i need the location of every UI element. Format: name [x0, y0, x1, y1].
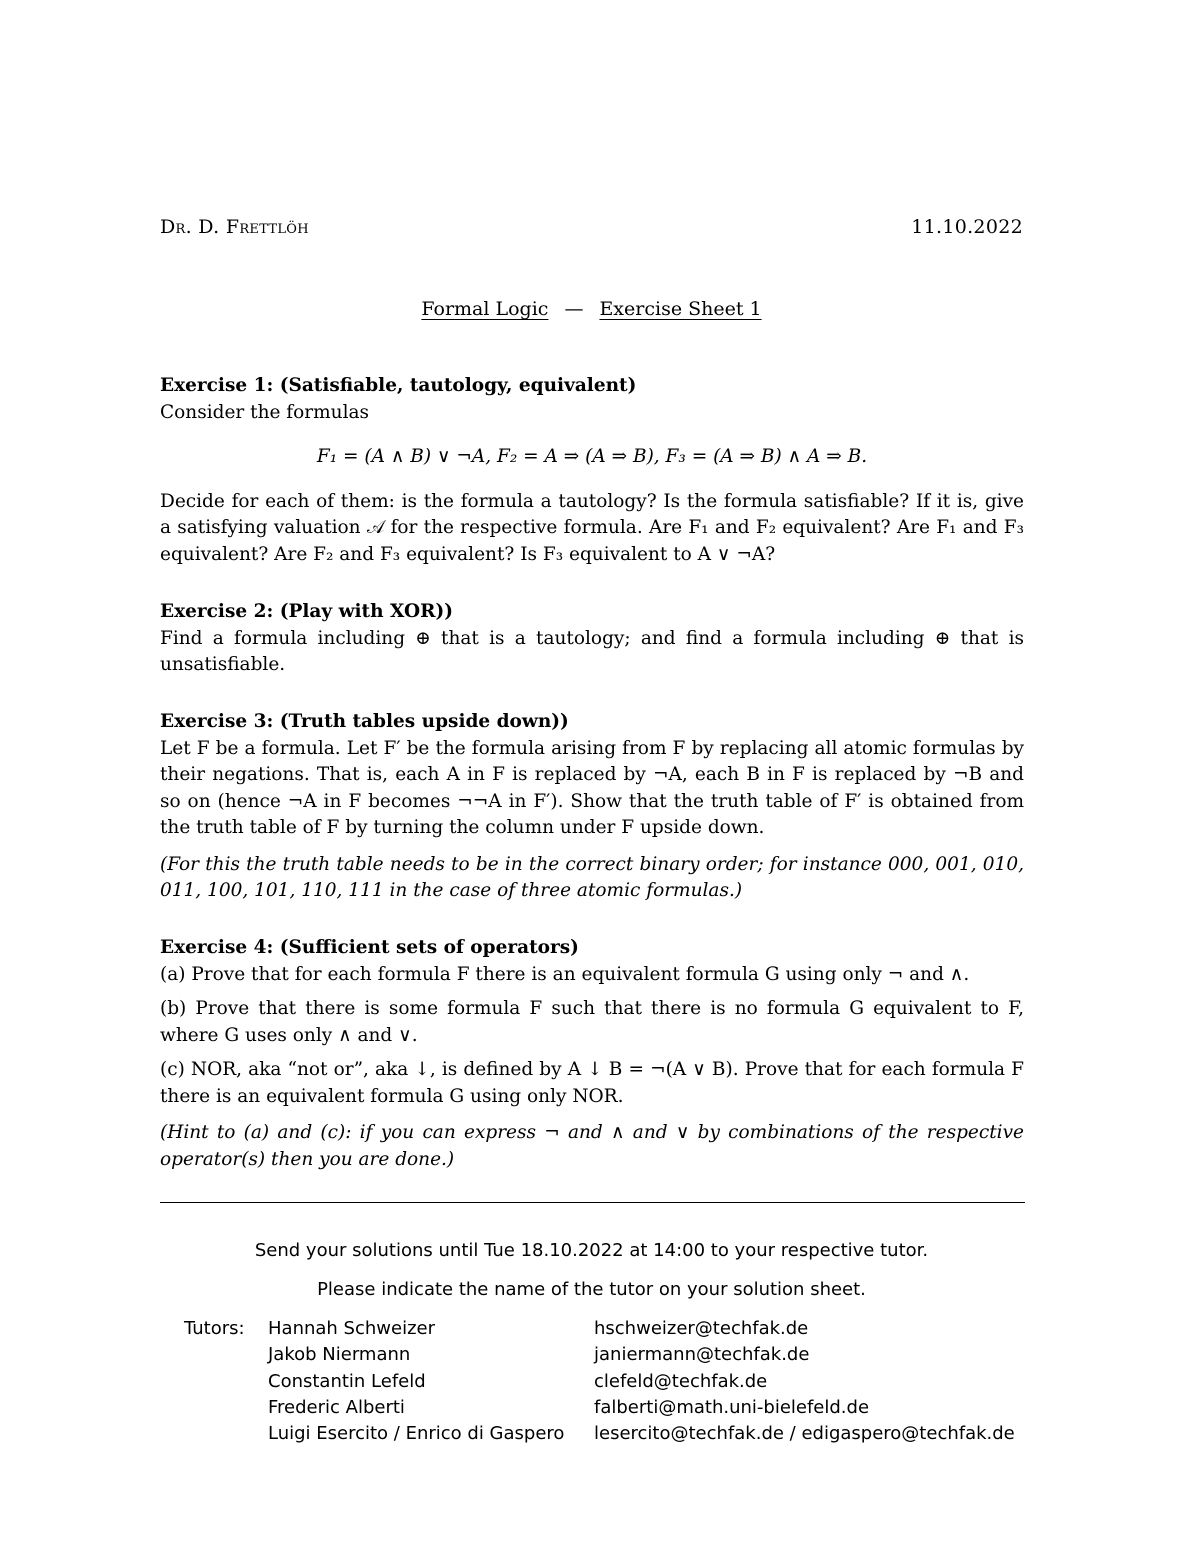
exercise-4-part-c: (c) NOR, aka “not or”, aka ↓, is defined by A ↓ B = ¬(A ∨ B). Prove that for each formula F there is an equivalent formula G using only NOR. — [160, 1059, 1024, 1107]
tutor-email: hschweizer@techfak.de — [594, 1318, 809, 1339]
sheet-title — [0, 298, 1183, 320]
tutor-name: Jakob Niermann — [268, 1344, 411, 1366]
exercise-1-heading: Exercise 1: (Satisfiable, tautology, equivalent) — [160, 375, 637, 396]
exercise-2 — [160, 599, 1024, 679]
tutor-email: lesercito@techfak.de / edigaspero@techfak.de — [594, 1423, 1015, 1445]
title-course: Formal Logic — [421, 298, 549, 320]
exercise-1 — [160, 373, 1024, 568]
tutor-name: Hannah Schweizer — [268, 1318, 435, 1339]
tutor-name: Frederic Alberti — [268, 1396, 405, 1418]
tutor-row — [184, 1421, 1015, 1447]
exercise-4 — [160, 935, 1024, 1173]
tutor-email: clefeld@techfak.de — [594, 1370, 768, 1392]
exercise-1-intro: Consider the formulas — [160, 401, 370, 423]
tutor-row — [184, 1342, 1015, 1368]
tutors-label: Tutors: — [184, 1318, 245, 1339]
title-sheet: Exercise Sheet 1 — [599, 298, 762, 320]
tutor-name: Constantin Lefeld — [268, 1370, 426, 1392]
deadline-text: Send your solutions until Tue 18.10.2022 at 14:00 to your respective tutor. — [254, 1240, 929, 1261]
exercise-4-part-a: (a) Prove that for each formula F there is an equivalent formula G using only ¬ and ∧. — [160, 963, 970, 985]
exercise-3 — [160, 709, 1024, 905]
footer-divider — [160, 1202, 1025, 1203]
tutor-name: Luigi Esercito / Enrico di Gaspero — [268, 1423, 565, 1445]
exercise-3-heading: Exercise 3: (Truth tables upside down)) — [160, 711, 569, 732]
indicate-tutor-text: Please indicate the name of the tutor on your solution sheet. — [317, 1279, 866, 1300]
tutor-list — [184, 1316, 1015, 1447]
exercise-3-hint: (For this the truth table needs to be in the correct binary order; for instance 000, 001, 010, 011, 100, 101, 110, 111 in the case of three atomic formulas.) — [160, 853, 1024, 901]
tutor-row — [184, 1369, 1015, 1395]
exercise-4-part-b: (b) Prove that there is some formula F such that there is no formula G equivalent to F, where G uses only ∧ and ∨. — [160, 998, 1024, 1046]
exercise-1-body: Decide for each of them: is the formula a tautology? Is the formula satisfiable? If it is, give a satisfying valuation 𝒜 for the respective formula. Are F₁ and F₂ equivalent? Are F₁ and F₃ equivalent? Are F₂ and F₃ equivalent? Is F₃ equivalent to A ∨ ¬A? — [160, 490, 1024, 565]
title-dash: — — [564, 298, 584, 320]
tutor-email: janiermann@techfak.de — [594, 1344, 810, 1366]
exercise-2-heading: Exercise 2: (Play with XOR)) — [160, 601, 453, 622]
sheet-date: 11.10.2022 — [911, 216, 1023, 238]
author-name: Dr. D. Frettlöh — [160, 216, 309, 238]
exercise-3-body: Let F be a formula. Let F′ be the formula arising from F by replacing all atomic formulas by their negations. That is, each A in F is replaced by ¬A, each B in F is replaced by ¬B and so on (hence ¬A in F becomes ¬¬A in F′). Show that the truth table of F′ is obtained from the truth table of F by turning the column under F upside down. — [160, 737, 1024, 838]
exercise-1-formulas: F₁ = (A ∧ B) ∨ ¬A, F₂ = A ⇒ (A ⇒ B), F₃ = (A ⇒ B) ∧ A ⇒ B. — [316, 446, 868, 467]
exercise-4-heading: Exercise 4: (Sufficient sets of operators) — [160, 937, 579, 958]
exercise-2-body: Find a formula including ⊕ that is a tautology; and find a formula including ⊕ that is unsatisfiable. — [160, 627, 1024, 675]
tutor-email: falberti@math.uni-bielefeld.de — [594, 1396, 870, 1418]
tutor-row — [184, 1395, 1015, 1421]
exercise-4-hint: (Hint to (a) and (c): if you can express ¬ and ∧ and ∨ by combinations of the respective operator(s) then you are done.) — [160, 1122, 1024, 1170]
tutor-row — [184, 1316, 1015, 1342]
